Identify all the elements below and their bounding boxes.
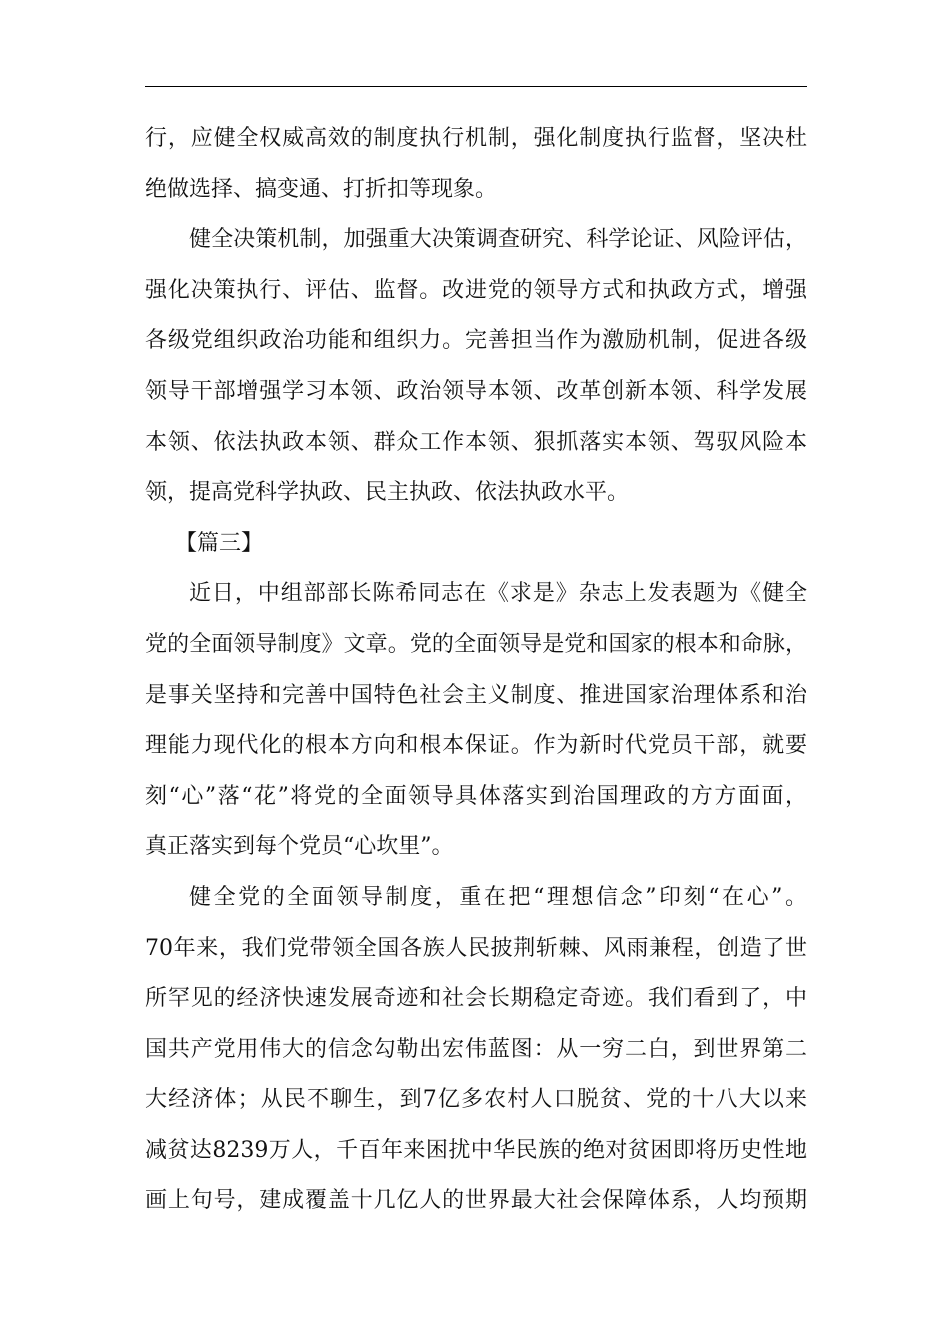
paragraph-line: 画上句号，建成覆盖十几亿人的世界最大社会保障体系，人均预期 xyxy=(145,1188,807,1214)
paragraph-line: 刻“心”落“花”将党的全面领导具体落实到治国理政的方方面面， xyxy=(145,783,807,809)
paragraph-line: 行，应健全权威高效的制度执行机制，强化制度执行监督，坚决杜 xyxy=(145,126,807,151)
paragraph-line: 健全党的全面领导制度，重在把“理想信念”印刻“在心”。 xyxy=(189,884,807,910)
paragraph-line: 强化决策执行、评估、监督。改进党的领导方式和执政方式，增强 xyxy=(145,277,807,303)
paragraph-line: 健全决策机制，加强重大决策调查研究、科学论证、风险评估， xyxy=(189,227,807,253)
section-heading: 【篇三】 xyxy=(175,530,264,556)
paragraph-line: 真正落实到每个党员“心坎里”。 xyxy=(145,834,454,860)
paragraph-line: 党的全面领导制度》文章。党的全面领导是党和国家的根本和命脉， xyxy=(145,631,807,657)
header-rule xyxy=(145,86,807,87)
paragraph-line: 各级党组织政治功能和组织力。完善担当作为激励机制，促进各级 xyxy=(145,328,807,354)
paragraph-line: 减贫达8239万人，千百年来困扰中华民族的绝对贫困即将历史性地 xyxy=(145,1137,807,1163)
paragraph-line: 本领、依法执政本领、群众工作本领、狠抓落实本领、驾驭风险本 xyxy=(145,429,807,455)
paragraph-line: 国共产党用伟大的信念勾勒出宏伟蓝图：从一穷二白，到世界第二 xyxy=(145,1036,807,1062)
paragraph-line: 所罕见的经济快速发展奇迹和社会长期稳定奇迹。我们看到了，中 xyxy=(145,986,807,1012)
body-text xyxy=(145,114,807,1227)
paragraph-line: 70年来，我们党带领全国各族人民披荆斩棘、风雨兼程，创造了世 xyxy=(145,935,807,961)
paragraph-line: 绝做选择、搞变通、打折扣等现象。 xyxy=(145,176,498,202)
paragraph-line: 近日，中组部部长陈希同志在《求是》杂志上发表题为《健全 xyxy=(189,581,807,607)
paragraph-line: 大经济体；从民不聊生，到7亿多农村人口脱贫、党的十八大以来 xyxy=(145,1087,807,1113)
paragraph-line: 领导干部增强学习本领、政治领导本领、改革创新本领、科学发展 xyxy=(145,378,807,404)
paragraph-line: 理能力现代化的根本方向和根本保证。作为新时代党员干部，就要 xyxy=(145,733,807,759)
paragraph-line: 是事关坚持和完善中国特色社会主义制度、推进国家治理体系和治 xyxy=(145,682,807,708)
paragraph-line: 领，提高党科学执政、民主执政、依法执政水平。 xyxy=(145,480,630,506)
